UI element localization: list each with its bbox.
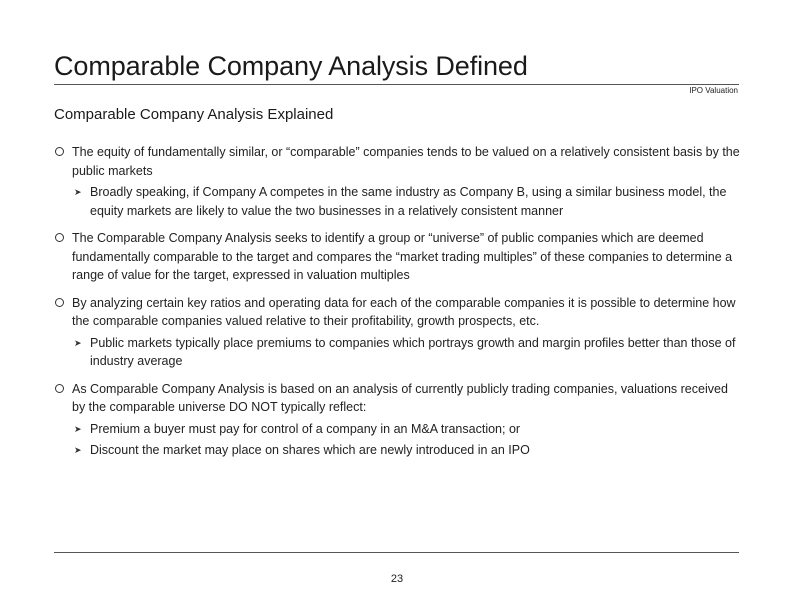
- bullet-item: [54, 380, 744, 417]
- sub-bullet-text: Broadly speaking, if Company A competes in the same industry as Company B, using a similar business model, the equity markets are likely to value the two businesses in a relatively consistent manner: [90, 185, 727, 218]
- header-divider: [54, 84, 739, 85]
- arrow-bullet-icon: ➤: [74, 337, 82, 348]
- bullet-item: [54, 294, 744, 331]
- bullet-item: [54, 143, 744, 180]
- page-number: 23: [390, 573, 404, 585]
- hollow-circle-icon: [55, 233, 64, 242]
- bullet-text: As Comparable Company Analysis is based on an analysis of currently publicly trading companies, valuations received by the comparable universe DO NOT typically reflect:: [72, 381, 728, 414]
- bullet-text: The equity of fundamentally similar, or “comparable” companies tends to be valued on a relatively consistent basis by the public markets: [72, 145, 740, 178]
- sub-bullet-text: Premium a buyer must pay for control of a company in an M&A transaction; or: [90, 421, 521, 436]
- hollow-circle-icon: [55, 384, 64, 393]
- section-heading: Comparable Company Analysis Explained: [54, 106, 334, 123]
- arrow-bullet-icon: ➤: [74, 423, 82, 434]
- page-title: Comparable Company Analysis Defined: [54, 51, 528, 81]
- sub-bullet-item: [54, 420, 744, 439]
- section-tag: IPO Valuation: [689, 86, 738, 95]
- sub-bullet-item: [54, 441, 744, 460]
- hollow-circle-icon: [55, 147, 64, 156]
- sub-bullet-text: Public markets typically place premiums to companies which portrays growth and margin profiles better than those of industry average: [90, 335, 736, 368]
- bullet-item: [54, 229, 744, 285]
- bullet-text: By analyzing certain key ratios and operating data for each of the comparable companies it is possible to determine how the comparable companies valued relative to their profitability, growth prospects, etc.: [72, 295, 736, 328]
- arrow-bullet-icon: ➤: [74, 187, 82, 197]
- sub-bullet-text: Discount the market may place on shares which are newly introduced in an IPO: [90, 443, 530, 457]
- hollow-circle-icon: [55, 298, 64, 307]
- sub-bullet-item: [54, 334, 744, 371]
- bullet-text: The Comparable Company Analysis seeks to identify a group or “universe” of public companies which are deemed fundamentally comparable to the target and compares the “market trading multiples” of these companies to determine a range of value for the target, expressed in valuation multiples: [72, 231, 733, 282]
- arrow-bullet-icon: ➤: [74, 445, 82, 455]
- sub-bullet-item: [54, 183, 744, 220]
- bullet-list: [54, 143, 744, 460]
- footer-divider: [54, 552, 739, 553]
